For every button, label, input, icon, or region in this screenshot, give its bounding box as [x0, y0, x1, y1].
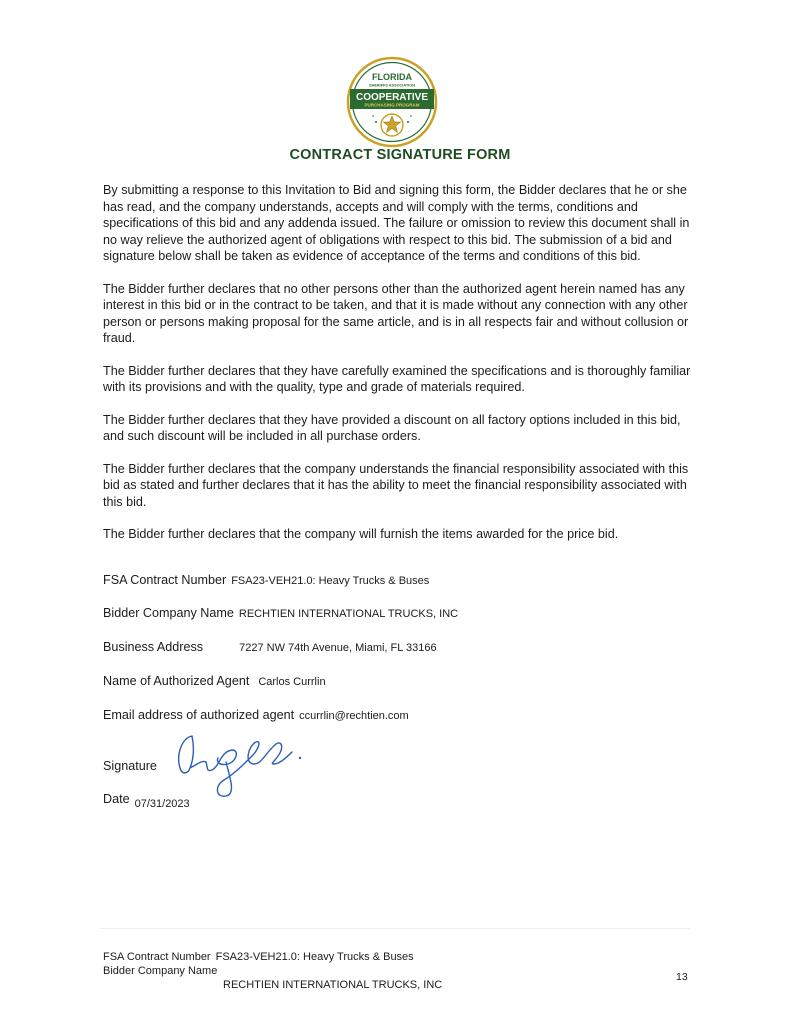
footer-divider	[100, 928, 690, 929]
footer-contract-value: FSA23-VEH21.0: Heavy Trucks & Buses	[215, 951, 414, 963]
contract-number-value: FSA23-VEH21.0: Heavy Trucks & Buses	[231, 575, 430, 587]
declaration-paragraph: The Bidder further declares that they have carefully examined the specifications and is thoroughly familiar with its provisions and with the quality, type and grade of materials required.	[103, 363, 691, 394]
form-title: CONTRACT SIGNATURE FORM	[289, 147, 511, 163]
contract-number-field	[103, 573, 429, 587]
authorized-agent-value: Carlos Currlin	[258, 676, 326, 688]
email-field	[103, 708, 409, 722]
signature-field	[103, 759, 157, 773]
business-address-field	[103, 640, 437, 654]
signature-label: Signature	[103, 759, 157, 773]
declaration-paragraph: The Bidder further declares that the company will furnish the items awarded for the price bid.	[103, 527, 619, 541]
logo-purchasing-text: PURCHASING PROGRAM	[364, 102, 420, 108]
logo-cooperative-text: COOPERATIVE	[355, 92, 429, 103]
date-label: Date	[103, 792, 130, 806]
company-name-field	[103, 606, 458, 620]
company-name-value: RECHTIEN INTERNATIONAL TRUCKS, INC	[238, 608, 459, 620]
email-label: Email address of authorized agent	[103, 708, 295, 722]
footer-contract-label: FSA Contract Number	[103, 951, 211, 963]
logo-florida-text: FLORIDA	[372, 72, 412, 82]
authorized-agent-label: Name of Authorized Agent	[103, 674, 250, 688]
footer-contract	[103, 951, 414, 963]
page-number: 13	[676, 971, 688, 983]
handwritten-signature	[170, 728, 310, 800]
email-value: ccurrlin@rechtien.com	[299, 710, 409, 722]
declarations	[103, 182, 703, 559]
declaration-paragraph: The Bidder further declares that they have provided a discount on all factory options included in this bid, and such discount will be included in all purchase orders.	[103, 412, 681, 443]
footer-company-value: RECHTIEN INTERNATIONAL TRUCKS, INC	[223, 979, 443, 991]
business-address-label: Business Address	[103, 640, 204, 654]
business-address-value: 7227 NW 74th Avenue, Miami, FL 33166	[239, 642, 437, 654]
logo-sheriffs-text: SHERIFFS ASSOCIATION	[369, 83, 415, 88]
declaration-paragraph: The Bidder further declares that no other persons other than the authorized agent herein named has any interest in this bid or in the contract to be taken, and that it is made without any connection with any other person or persons making proposal for the same article, and is in all respects fair and without collusion or fraud.	[103, 281, 689, 345]
contract-number-label: FSA Contract Number	[103, 573, 227, 587]
authorized-agent-field	[103, 674, 326, 688]
declaration-paragraph: The Bidder further declares that the company understands the financial responsibility associated with this bid as stated and further declares that it has the ability to meet the financial responsibility associated with this bid.	[103, 461, 689, 509]
footer-company-label: Bidder Company Name	[103, 965, 218, 977]
declaration-paragraph: By submitting a response to this Invitation to Bid and signing this form, the Bidder declares that he or she has read, and the company understands, accepts and will comply with the terms, conditions and specifications of this bid and any addenda issued. The failure or omission to review this document shall in no way relieve the authorized agent of obligations with respect to this bid. The submission of a bid and signature below shall be taken as evidence of acceptance of the terms and conditions of this bid.	[103, 183, 690, 263]
fsa-cooperative-logo	[346, 56, 438, 148]
company-name-label: Bidder Company Name	[103, 606, 234, 620]
date-value: 07/31/2023	[134, 798, 190, 810]
